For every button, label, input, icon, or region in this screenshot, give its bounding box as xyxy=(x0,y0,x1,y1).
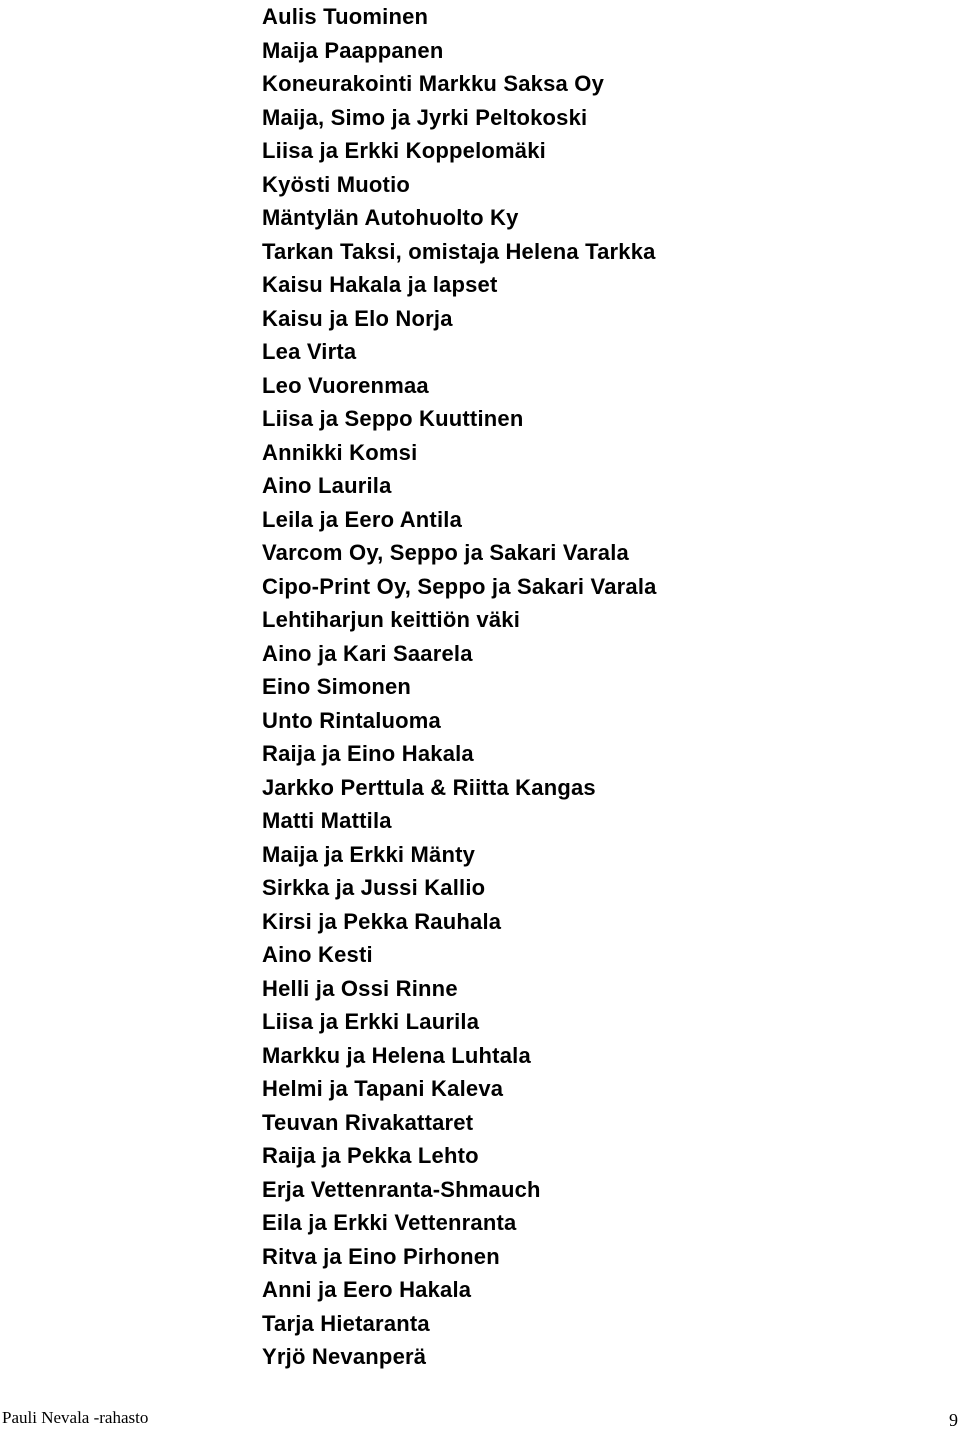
list-item: Annikki Komsi xyxy=(262,439,418,465)
list-item: Mäntylän Autohuolto Ky xyxy=(262,205,519,230)
list-item: Kirsi ja Pekka Rauhala xyxy=(262,908,502,934)
list-item: Tarja Hietaranta xyxy=(262,1310,430,1336)
list-item: Ritva ja Eino Pirhonen xyxy=(262,1243,500,1269)
list-item: Maija Paappanen xyxy=(262,37,444,63)
list-item: Matti Mattila xyxy=(262,808,392,833)
list-item: Kyösti Muotio xyxy=(262,171,411,197)
list-item: Tarkan Taksi, omistaja Helena Tarkka xyxy=(262,238,656,264)
list-item: Yrjö Nevanperä xyxy=(262,1344,427,1369)
list-item: Teuvan Rivakattaret xyxy=(262,1109,474,1135)
list-item: Raija ja Pekka Lehto xyxy=(262,1143,479,1168)
footer-page-number: 9 xyxy=(949,1410,958,1430)
list-item: Lehtiharjun keittiön väki xyxy=(262,607,521,632)
list-item: Raija ja Eino Hakala xyxy=(262,741,474,766)
footer-document-title: Pauli Nevala -rahasto xyxy=(2,1408,149,1427)
list-item: Aino Laurila xyxy=(262,473,392,498)
list-item: Unto Rintaluoma xyxy=(262,707,441,733)
list-item: Kaisu ja Elo Norja xyxy=(262,305,453,331)
list-item: Aino ja Kari Saarela xyxy=(262,640,473,666)
donor-names-list xyxy=(262,0,657,1374)
list-item: Cipo-Print Oy, Seppo ja Sakari Varala xyxy=(262,573,657,599)
list-item: Anni ja Eero Hakala xyxy=(262,1277,472,1302)
list-item: Eila ja Erkki Vettenranta xyxy=(262,1210,517,1235)
list-item: Sirkka ja Jussi Kallio xyxy=(262,875,486,900)
list-item: Liisa ja Erkki Koppelomäki xyxy=(262,138,546,163)
list-item: Erja Vettenranta-Shmauch xyxy=(262,1176,541,1202)
list-item: Jarkko Perttula & Riitta Kangas xyxy=(262,774,596,800)
list-item: Lea Virta xyxy=(262,339,357,364)
list-item: Eino Simonen xyxy=(262,674,412,699)
list-item: Kaisu Hakala ja lapset xyxy=(262,272,498,297)
list-item: Maija ja Erkki Mänty xyxy=(262,841,476,867)
list-item: Aulis Tuominen xyxy=(262,4,429,29)
list-item: Helmi ja Tapani Kaleva xyxy=(262,1076,504,1101)
list-item: Liisa ja Erkki Laurila xyxy=(262,1009,480,1034)
list-item: Helli ja Ossi Rinne xyxy=(262,975,458,1001)
list-item: Maija, Simo ja Jyrki Peltokoski xyxy=(262,104,588,130)
list-item: Leo Vuorenmaa xyxy=(262,372,429,398)
list-item: Markku ja Helena Luhtala xyxy=(262,1042,531,1068)
list-item: Aino Kesti xyxy=(262,942,373,967)
list-item: Varcom Oy, Seppo ja Sakari Varala xyxy=(262,540,629,565)
list-item: Liisa ja Seppo Kuuttinen xyxy=(262,406,524,431)
list-item: Koneurakointi Markku Saksa Oy xyxy=(262,71,605,96)
list-item: Leila ja Eero Antila xyxy=(262,506,463,532)
